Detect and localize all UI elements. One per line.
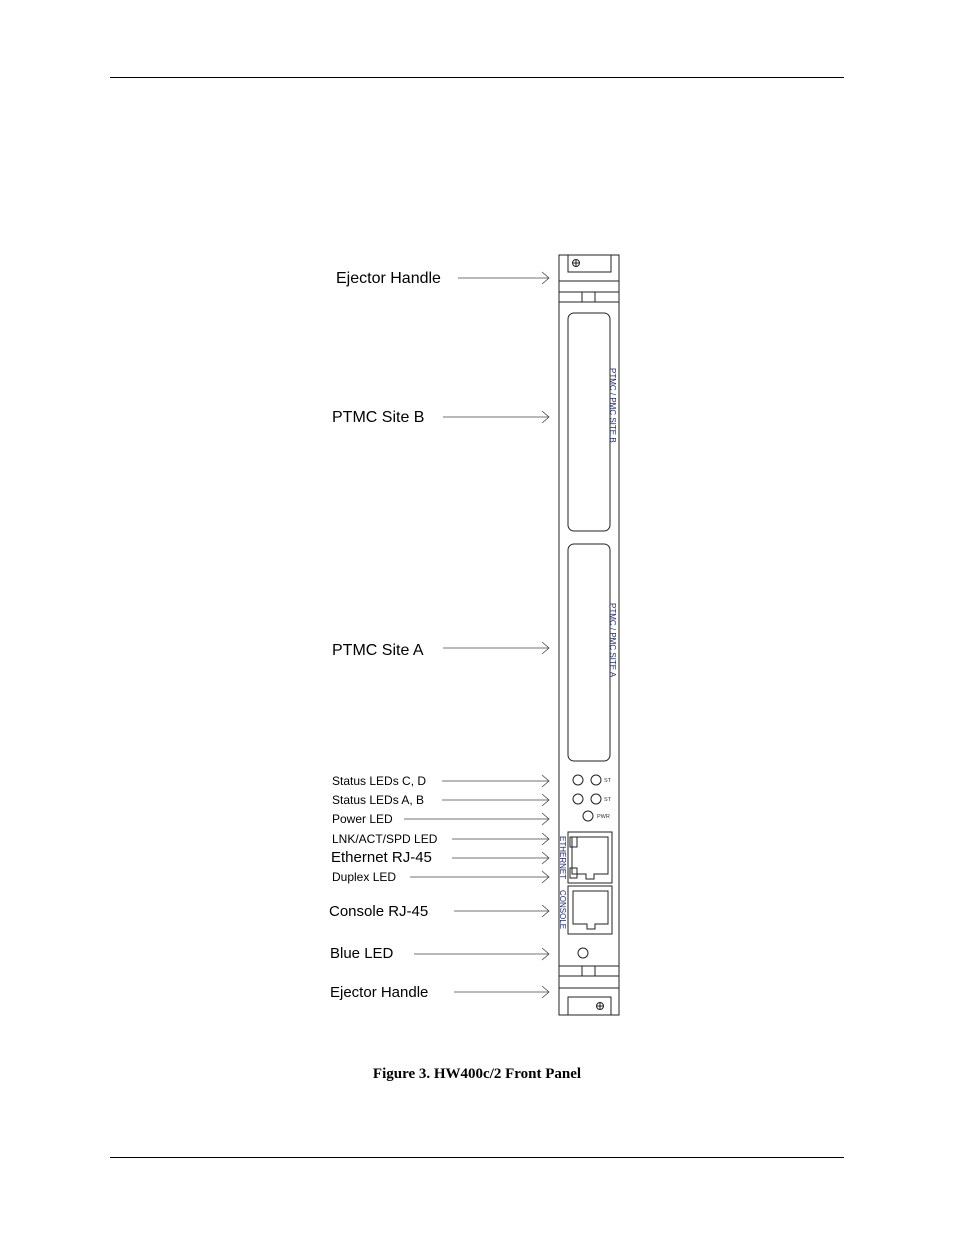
callout-label: Status LEDs C, D — [332, 774, 427, 788]
callout-status-leds-cd — [332, 774, 549, 788]
ethernet-label: ETHERNET — [558, 836, 567, 880]
st-label-ab: ST — [604, 797, 612, 803]
figure-caption: Figure 3. HW400c/2 Front Panel — [372, 1066, 582, 1082]
site-b-label: PTMC / PMC SITE B — [608, 368, 617, 443]
callout-label: LNK/ACT/SPD LED — [332, 832, 438, 846]
callout-blue-led — [330, 945, 549, 962]
callout-label: Ethernet RJ-45 — [331, 849, 432, 866]
callout-label: Duplex LED — [332, 870, 397, 884]
callout-console-rj45 — [329, 903, 549, 920]
callout-ptmc-site-b — [332, 409, 549, 426]
callout-label: Ejector Handle — [330, 984, 429, 1001]
callout-lnk-act-spd-led — [332, 832, 549, 846]
callout-label: Power LED — [332, 812, 393, 826]
footer-rule — [110, 1157, 844, 1158]
pwr-label: PWR — [597, 814, 610, 820]
callout-ejector-handle-top — [336, 270, 549, 287]
callout-label: Status LEDs A, B — [332, 793, 425, 807]
callout-ejector-handle-bottom — [330, 984, 549, 1001]
callout-label: Console RJ-45 — [329, 903, 429, 920]
callout-label: Ejector Handle — [336, 270, 441, 287]
callout-power-led — [332, 812, 549, 826]
site-a-label: PTMC / PMC SITE A — [608, 603, 617, 678]
callout-ethernet-rj45 — [331, 849, 549, 866]
callout-ptmc-site-a — [332, 642, 549, 659]
callout-duplex-led — [332, 870, 549, 884]
st-label-cd: ST — [604, 778, 612, 784]
callout-label: PTMC Site B — [332, 409, 425, 426]
callout-label: PTMC Site A — [332, 642, 424, 659]
console-label: CONSOLE — [558, 890, 567, 930]
callout-status-leds-ab — [332, 793, 549, 807]
callout-label: Blue LED — [330, 945, 394, 962]
